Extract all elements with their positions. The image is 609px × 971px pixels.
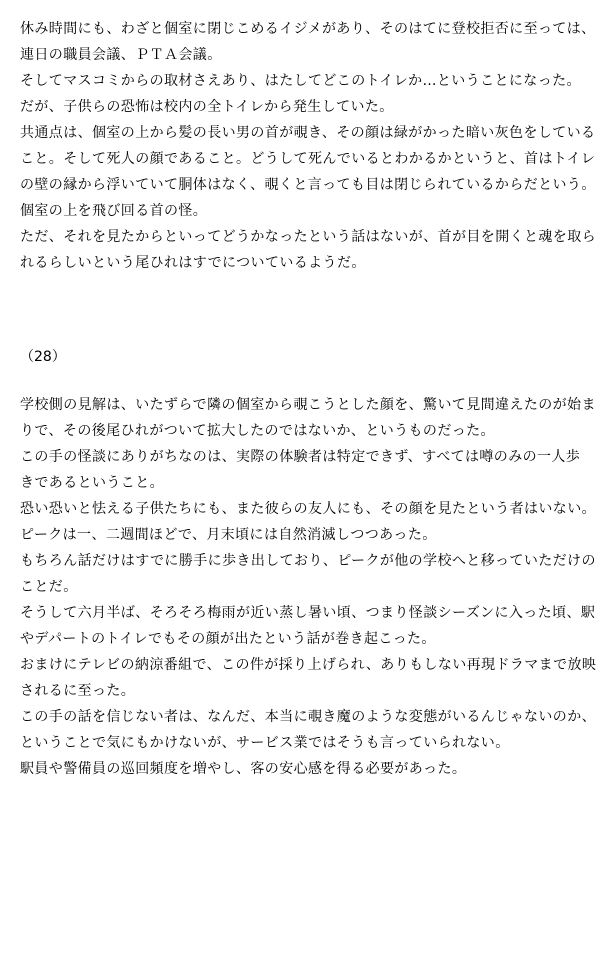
text-line: やデパートのトイレでもその顔が出たという話が巻き起こった。 [20, 631, 436, 647]
text-line: 駅員や警備員の巡回頻度を増やし、客の安心感を得る必要があった。 [20, 761, 467, 777]
text-line: 共通点は、個室の上から髪の長い男の首が覗き、その顔は緑がかった暗い灰色をしている [20, 125, 596, 141]
text-line: されるに至った。 [20, 683, 136, 699]
text-line: きであるということ。 [20, 475, 164, 491]
text-line: おまけにテレビの納涼番組で、この件が採り上げられ、ありもしない再現ドラマまで放映 [20, 657, 597, 673]
text-line: の壁の縁から浮いていて胴体はなく、覗くと言っても目は閉じられているからだという。 [20, 177, 596, 193]
chapter-heading: （28） [20, 349, 66, 365]
text-line: 個室の上を飛び回る首の怪。 [20, 203, 208, 219]
text-line: だが、子供らの恐怖は校内の全トイレから発生していた。 [20, 99, 394, 115]
text-line: もちろん話だけはすでに勝手に歩き出しており、ピークが他の学校へと移っていただけの [20, 553, 596, 569]
text-line: そうして六月半ば、そろそろ梅雨が近い蒸し暑い頃、つまり怪談シーズンに入った頃、駅 [20, 605, 596, 621]
text-line: 休み時間にも、わざと個室に閉じこめるイジメがあり、そのはてに登校拒否に至っては、 [20, 21, 596, 37]
text-line: 恐い恐いと怯える子供たちにも、また彼らの友人にも、その顔を見たという者はいない。 [20, 501, 596, 517]
text-line: こと。そして死人の顔であること。どうして死んでいるとわかるかというと、首はトイレ [20, 151, 596, 167]
section-1 [20, 16, 600, 276]
section-2 [20, 392, 600, 782]
text-line: そしてマスコミからの取材さえあり、はたしてどこのトイレか…ということになった。 [20, 73, 581, 89]
text-line: この手の怪談にありがちなのは、実際の体験者は特定できず、すべては噂のみの一人歩 [20, 449, 581, 465]
text-line: 学校側の見解は、いたずらで隣の個室から覗こうとした顔を、驚いて見間違えたのが始ま [20, 397, 596, 413]
document-page [20, 16, 600, 782]
text-line: 連日の職員会議、ＰＴＡ会議。 [20, 47, 222, 63]
text-line: この手の話を信じない者は、なんだ、本当に覗き魔のような変態がいるんじゃないのか、 [20, 709, 596, 725]
text-line: れるらしいという尾ひれはすでについているようだ。 [20, 255, 366, 271]
blank-space [20, 370, 600, 392]
text-line: ただ、それを見たからといってどうかなったという話はないが、首が目を開くと魂を取ら [20, 229, 596, 245]
blank-space [20, 276, 600, 344]
text-line: ことだ。 [20, 579, 78, 595]
text-line: ピークは一、二週間ほどで、月末頃には自然消滅しつつあった。 [20, 527, 437, 543]
text-line: ということで気にもかけないが、サービス業ではそうも言っていられない。 [20, 735, 510, 751]
text-line: りで、その後尾ひれがついて拡大したのではないか、というものだった。 [20, 423, 495, 439]
